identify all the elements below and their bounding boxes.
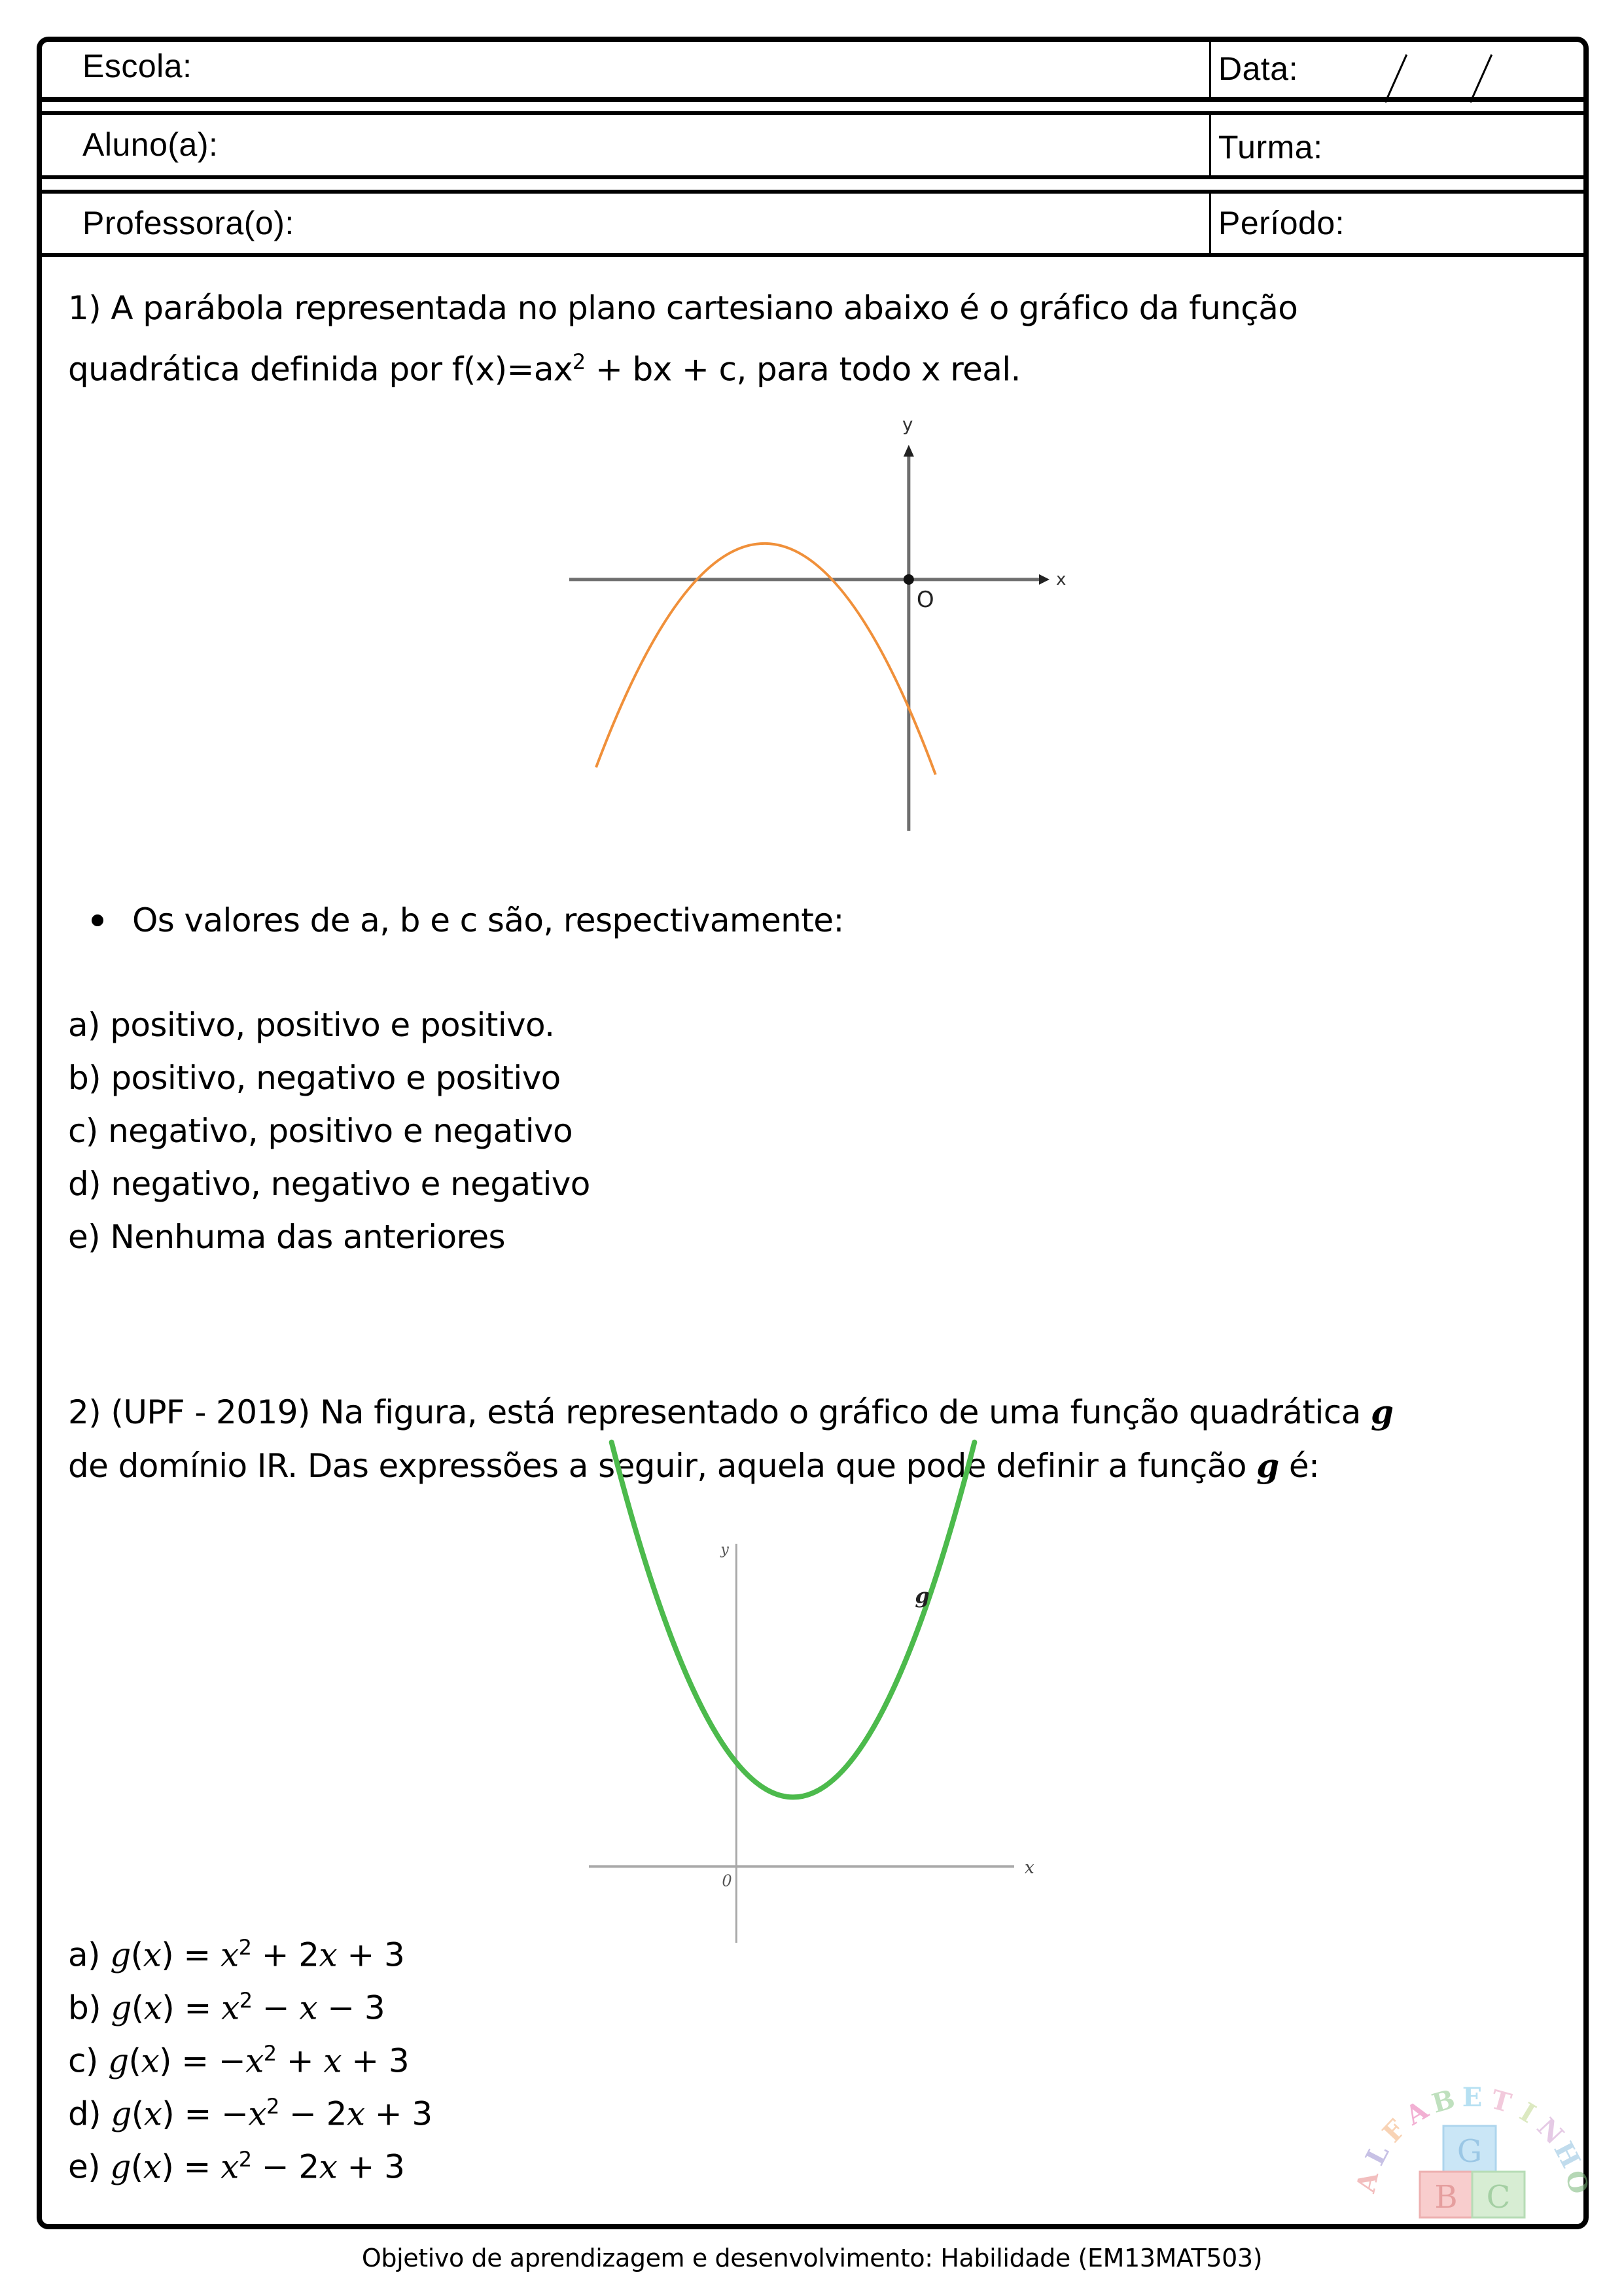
q2-option-a[interactable] <box>68 1935 404 1974</box>
header-divider <box>39 253 1586 257</box>
alfabetinho-logo <box>1350 2080 1595 2231</box>
q1-option-c[interactable]: c) negativo, positivo e negativo <box>68 1112 573 1150</box>
header-divider <box>39 190 1586 194</box>
math-text: − 2 <box>279 2095 347 2133</box>
math-variable: x <box>143 2095 162 2133</box>
q1-parabola-graph <box>563 406 1073 837</box>
bullet-icon <box>92 914 103 926</box>
y-axis-label: y <box>902 413 913 435</box>
q2-statement-line1 <box>68 1385 1393 1439</box>
y-axis-arrow <box>904 445 914 457</box>
math-text: + 3 <box>337 2148 405 2186</box>
logo-letter: B <box>1428 2083 1458 2119</box>
x-axis-label: x <box>1025 1858 1034 1878</box>
logo-block-letter: C <box>1486 2179 1511 2216</box>
logo-letter: L <box>1359 2139 1396 2170</box>
header-column-divider <box>1209 39 1211 99</box>
math-variable: g <box>111 2095 132 2133</box>
math-text: ) = <box>161 2148 221 2186</box>
math-text: + 3 <box>337 1936 405 1974</box>
teacher-field-label: Professora(o): <box>82 205 294 241</box>
math-variable: x <box>143 1989 162 2027</box>
math-variable: x <box>143 1936 162 1974</box>
math-variable: g <box>110 2148 131 2186</box>
math-text: ( <box>131 1989 144 2027</box>
origin-point <box>904 574 914 585</box>
math-variable: x <box>245 2042 264 2080</box>
q2-text: de domínio IR. Das expressões a seguir, aquela que pode definir a função <box>68 1447 1257 1485</box>
q1-option-a[interactable]: a) positivo, positivo e positivo. <box>68 1006 555 1044</box>
q1-prompt: Os valores de a, b e c são, respectivamente: <box>132 901 844 939</box>
period-field-label: Período: <box>1218 205 1345 241</box>
q1-option-b[interactable]: b) positivo, negativo e positivo <box>68 1059 561 1097</box>
math-text: d) <box>68 2095 111 2133</box>
math-variable: x <box>221 1989 239 2027</box>
math-text: + <box>276 2042 324 2080</box>
school-field-label: Escola: <box>82 48 192 84</box>
q2-option-c[interactable] <box>68 2041 409 2080</box>
logo-letter: A <box>1350 2168 1385 2196</box>
math-variable: g <box>108 2042 129 2080</box>
header-divider <box>39 97 1586 102</box>
y-axis-label: y <box>720 1542 729 1558</box>
math-text: c) <box>68 2042 109 2080</box>
logo-letter: E <box>1462 2082 1483 2113</box>
logo-block-letter: G <box>1456 2133 1483 2170</box>
function-symbol: g <box>1256 1446 1279 1485</box>
math-text: − 2 <box>251 2148 319 2186</box>
math-text: − <box>252 1989 300 2027</box>
math-variable: x <box>299 1989 317 2027</box>
math-variable: x <box>346 2095 365 2133</box>
logo-letter: A <box>1400 2095 1434 2132</box>
math-text: ( <box>128 2042 141 2080</box>
header-divider <box>39 111 1586 115</box>
math-variable: x <box>323 2042 342 2080</box>
curve-label: g <box>915 1583 930 1609</box>
x-axis-arrow <box>1039 574 1050 585</box>
math-variable: x <box>143 2148 162 2186</box>
logo-letter: N <box>1530 2112 1570 2151</box>
q1-option-d[interactable]: d) negativo, negativo e negativo <box>68 1165 590 1203</box>
math-text: ) = − <box>159 2042 246 2080</box>
logo-letter: O <box>1559 2168 1595 2197</box>
math-text: ) = <box>162 1989 222 2027</box>
logo-letter: I <box>1514 2096 1541 2130</box>
math-text: 2 <box>239 1988 253 2013</box>
date-field-label: Data: <box>1218 50 1299 87</box>
math-variable: x <box>319 2148 338 2186</box>
math-text: a) <box>68 1936 111 1974</box>
q2-option-b[interactable] <box>68 1988 385 2027</box>
math-text: 2 <box>238 1935 252 1960</box>
q2-option-e[interactable] <box>68 2147 404 2186</box>
math-text: − 3 <box>317 1989 385 2027</box>
math-variable: x <box>248 2095 266 2133</box>
q1-text: quadrática definida por f(x)=ax <box>68 350 573 389</box>
math-text: + 3 <box>342 2042 410 2080</box>
q2-text: é: <box>1279 1447 1320 1485</box>
math-text: e) <box>68 2148 111 2186</box>
math-variable: g <box>110 1936 131 1974</box>
math-text: ( <box>130 2148 143 2186</box>
q1-option-e[interactable]: e) Nenhuma das anteriores <box>68 1218 505 1256</box>
q2-option-d[interactable] <box>68 2094 432 2133</box>
header-divider <box>39 175 1586 179</box>
math-text: ( <box>130 1936 143 1974</box>
math-text: 2 <box>263 2041 277 2066</box>
math-variable: x <box>221 1936 239 1974</box>
math-variable: x <box>141 2042 160 2080</box>
math-variable: x <box>319 1936 338 1974</box>
math-text: + 3 <box>364 2095 432 2133</box>
logo-block-letter: B <box>1434 2179 1458 2216</box>
origin-label: 0 <box>722 1871 732 1890</box>
math-text: b) <box>68 1989 111 2027</box>
logo-letter: F <box>1376 2113 1412 2149</box>
math-text: ) = − <box>162 2095 249 2133</box>
q1-statement-line1: 1) A parábola representada no plano cartesiano abaixo é o gráfico da função <box>68 289 1298 327</box>
q1-text: + bx + c, para todo x real. <box>585 350 1021 389</box>
math-text: ( <box>131 2095 144 2133</box>
math-text: 2 <box>238 2147 252 2172</box>
header-column-divider <box>1209 114 1211 177</box>
origin-label: O <box>916 586 934 613</box>
q2-text: 2) (UPF - 2019) Na figura, está representado o gráfico de uma função quadrática <box>68 1393 1371 1431</box>
student-field-label: Aluno(a): <box>82 126 219 163</box>
class-field-label: Turma: <box>1218 129 1323 165</box>
q1-superscript: 2 <box>572 349 586 374</box>
math-text: ) = <box>161 1936 221 1974</box>
math-variable: x <box>221 2148 239 2186</box>
math-text: + 2 <box>251 1936 319 1974</box>
x-axis-label: x <box>1056 569 1067 589</box>
logo-letter: T <box>1487 2083 1515 2119</box>
q2-statement-line2 <box>68 1439 1319 1493</box>
function-symbol: g <box>1370 1393 1394 1431</box>
math-text: 2 <box>266 2094 279 2119</box>
header-column-divider <box>1209 192 1211 255</box>
learning-objective-footer: Objetivo de aprendizagem e desenvolvimento: Habilidade (EM13MAT503) <box>361 2244 1263 2272</box>
logo-letter: H <box>1547 2136 1587 2173</box>
q2-parabola-graph <box>576 1518 1047 1949</box>
math-variable: g <box>111 1989 132 2027</box>
q1-statement-line2 <box>68 335 1021 396</box>
